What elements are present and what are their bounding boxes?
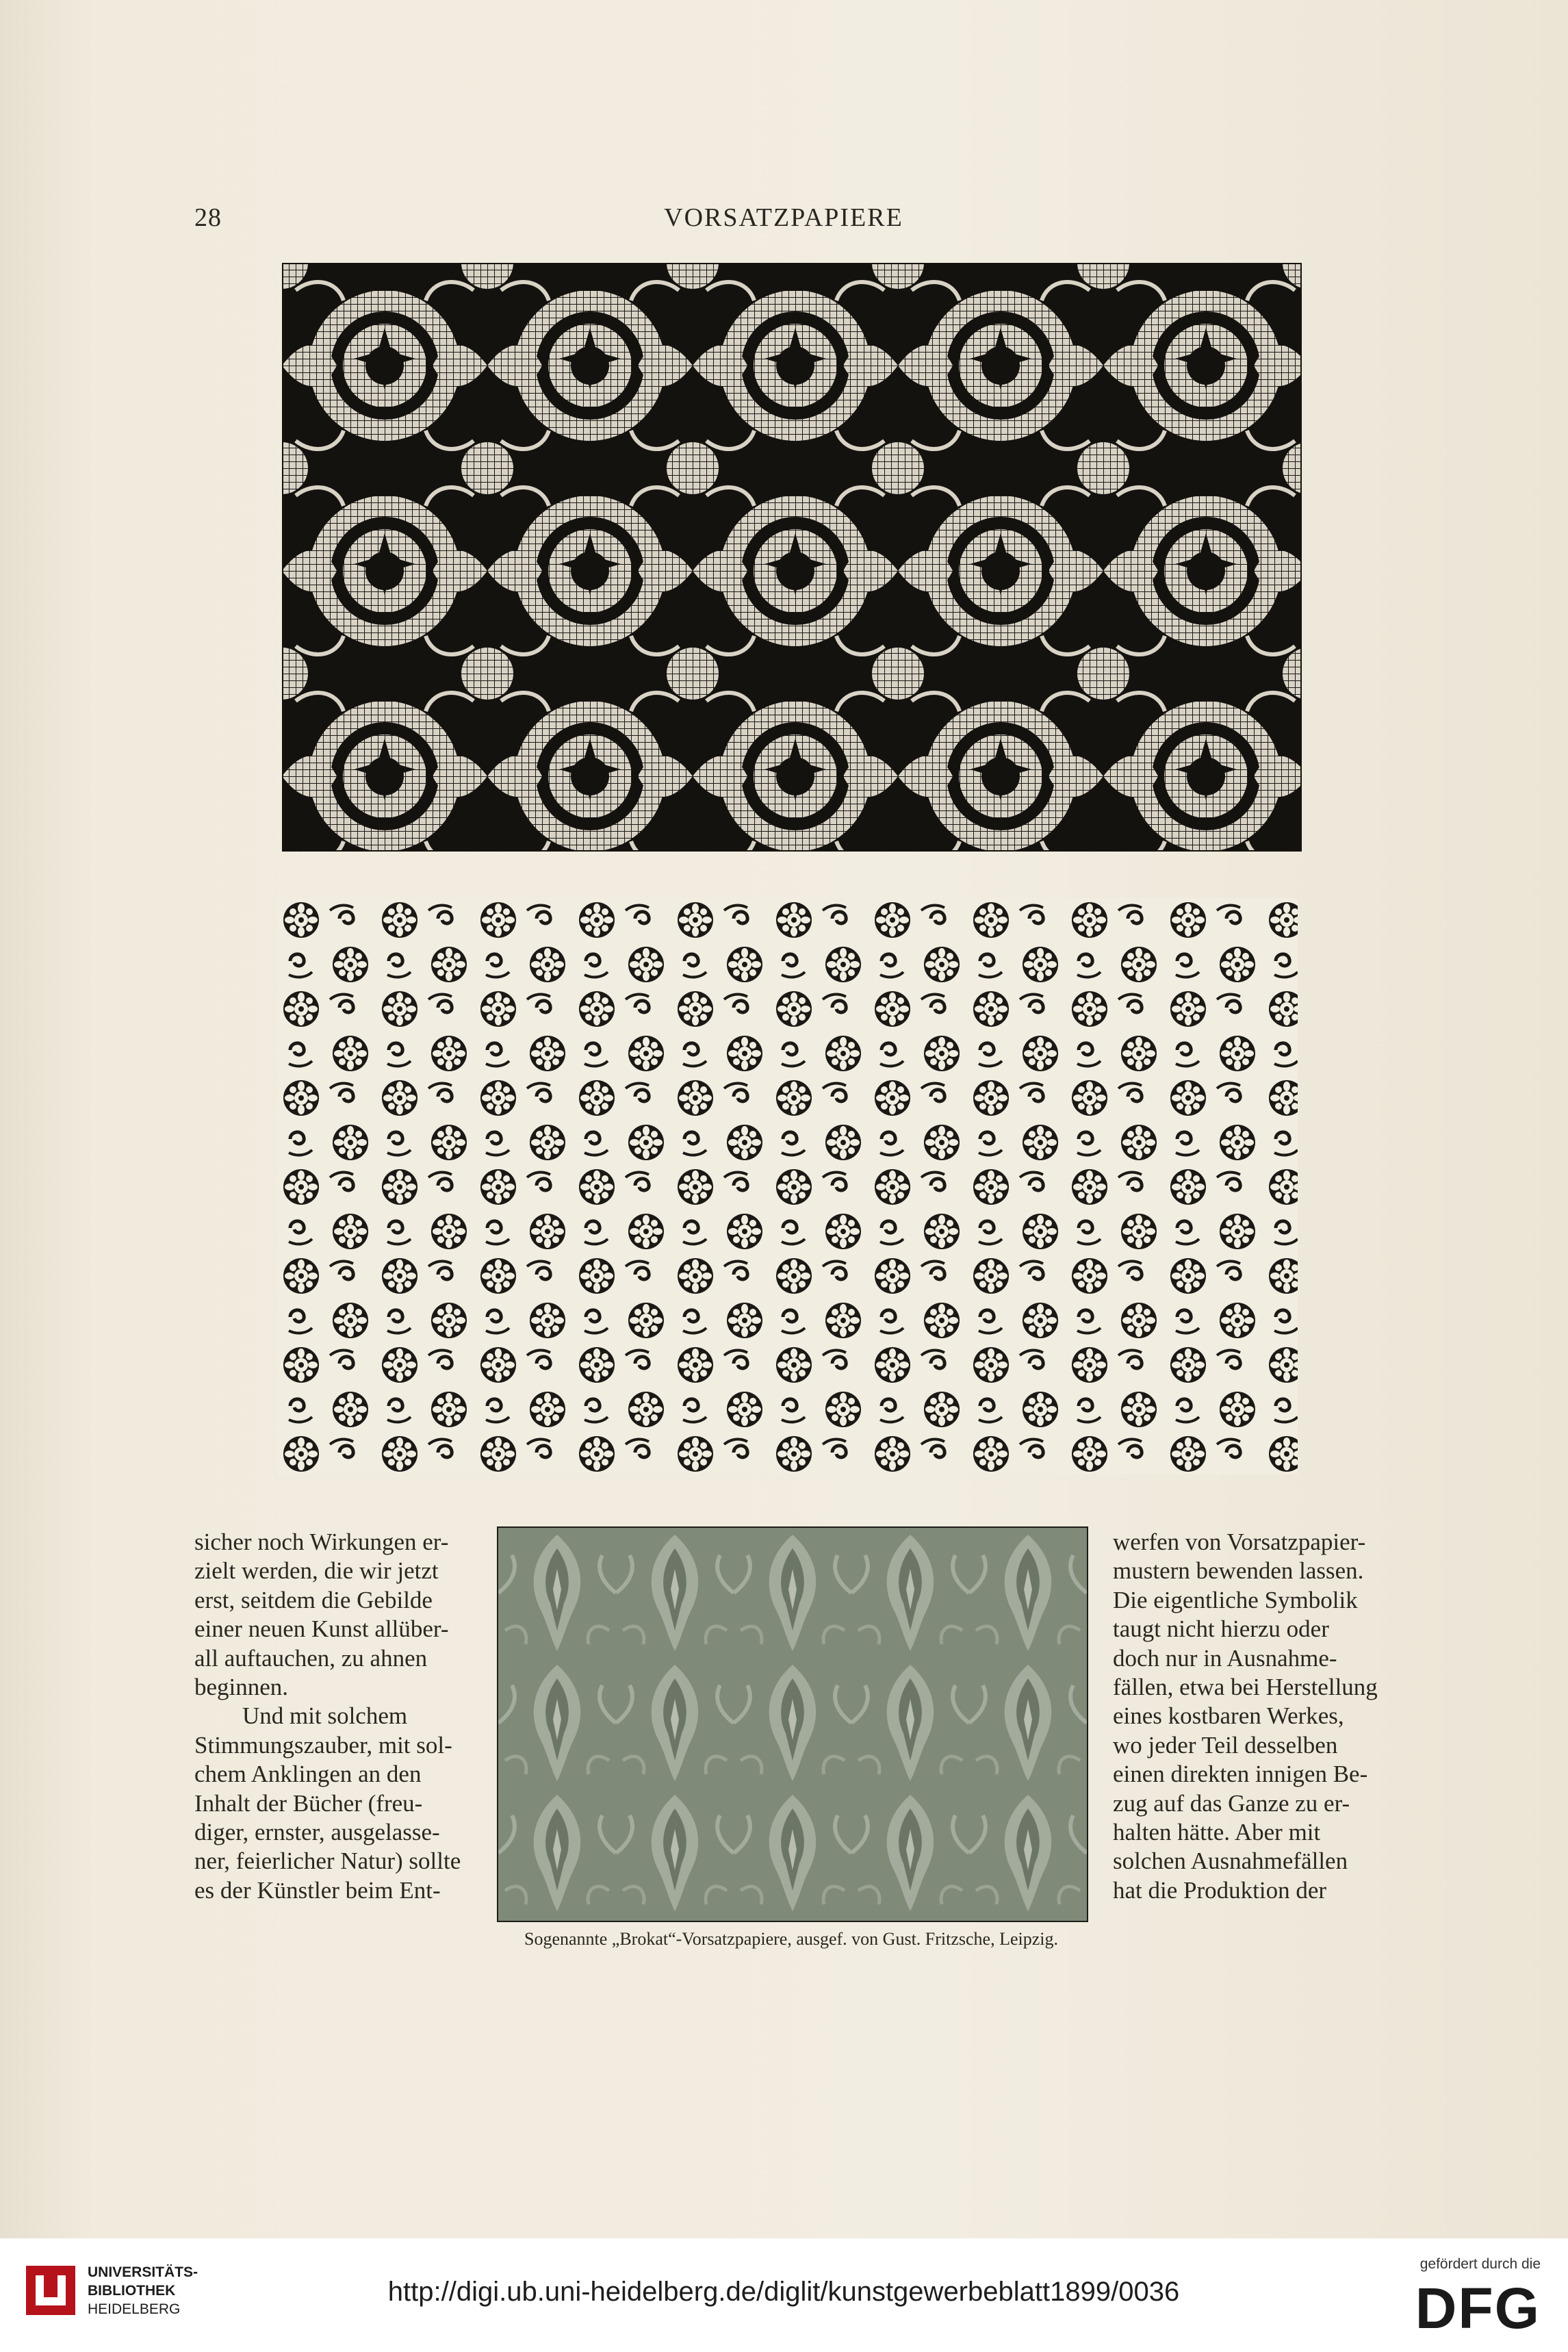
- page-number: 28: [194, 203, 222, 232]
- text-line: Und mit solchem: [242, 1702, 408, 1730]
- text-line: mustern bewenden lassen.: [1113, 1557, 1364, 1585]
- right-text-column: [1113, 1528, 1389, 1905]
- brocade-pattern-plate: [497, 1526, 1088, 1922]
- text-line: Inhalt der Bücher (freu-: [194, 1789, 423, 1817]
- damask-pattern-plate: [282, 263, 1302, 852]
- text-line: einen direkten innigen Be-: [1113, 1761, 1368, 1788]
- text-line: hat die Produktion der: [1113, 1876, 1327, 1904]
- text-line: ner, feierlicher Natur) sollte: [194, 1848, 461, 1875]
- library-name-line: UNIVERSITÄTS-: [88, 2264, 198, 2280]
- text-line: einer neuen Kunst allüber-: [194, 1615, 449, 1643]
- text-line: chem Anklingen an den: [194, 1761, 422, 1788]
- text-line: taugt nicht hierzu oder: [1113, 1615, 1329, 1643]
- rosette-pattern-plate: [277, 898, 1298, 1474]
- library-name-line: BIBLIOTHEK: [88, 2283, 176, 2299]
- green-brocade-pattern-icon: [498, 1528, 1087, 1921]
- text-line: diger, ernster, ausgelasse-: [194, 1818, 440, 1845]
- rosette-scroll-pattern-icon: [277, 898, 1298, 1474]
- library-name: [88, 2263, 198, 2318]
- text-line: beginnen.: [194, 1673, 289, 1700]
- source-url-link[interactable]: http://digi.ub.uni-heidelberg.de/diglit/kunstgewerbeblatt1899/0036: [387, 2277, 1180, 2307]
- university-library-logo-icon: [23, 2263, 78, 2318]
- text-line: doch nur in Ausnahme-: [1113, 1644, 1337, 1672]
- text-line: halten hätte. Aber mit: [1113, 1818, 1321, 1845]
- figure-caption: Sogenannte „Brokat“-Vorsatzpapiere, ausgef. von Gust. Fritzsche, Leipzig.: [524, 1929, 1058, 1949]
- text-line: eines kostbaren Werkes,: [1113, 1702, 1344, 1730]
- text-line: es der Künstler beim Ent-: [194, 1876, 441, 1904]
- text-line: erst, seitdem die Gebilde: [194, 1586, 433, 1613]
- text-line: all auftauchen, zu ahnen: [194, 1644, 428, 1672]
- text-line: Die eigentliche Symbolik: [1113, 1586, 1358, 1613]
- text-line: werfen von Vorsatzpapier-: [1113, 1529, 1366, 1555]
- text-line: sicher noch Wirkungen er-: [194, 1529, 449, 1555]
- library-name-line: HEIDELBERG: [88, 2301, 181, 2317]
- dfg-logo: DFG: [1415, 2276, 1541, 2340]
- text-line: solchen Ausnahmefällen: [1113, 1848, 1348, 1875]
- text-line: wo jeder Teil desselben: [1113, 1731, 1338, 1759]
- funding-note: gefördert durch die: [1419, 2256, 1541, 2272]
- text-line: fällen, etwa bei Herstellung: [1113, 1673, 1378, 1700]
- damask-ornament-pattern-icon: [282, 263, 1302, 852]
- left-text-column: [194, 1528, 468, 1905]
- text-line: Stimmungszauber, mit sol-: [194, 1731, 452, 1759]
- text-line: zug auf das Ganze zu er-: [1113, 1789, 1350, 1817]
- running-head: VORSATZPAPIERE: [664, 203, 903, 232]
- text-line: zielt werden, die wir jetzt: [194, 1557, 439, 1585]
